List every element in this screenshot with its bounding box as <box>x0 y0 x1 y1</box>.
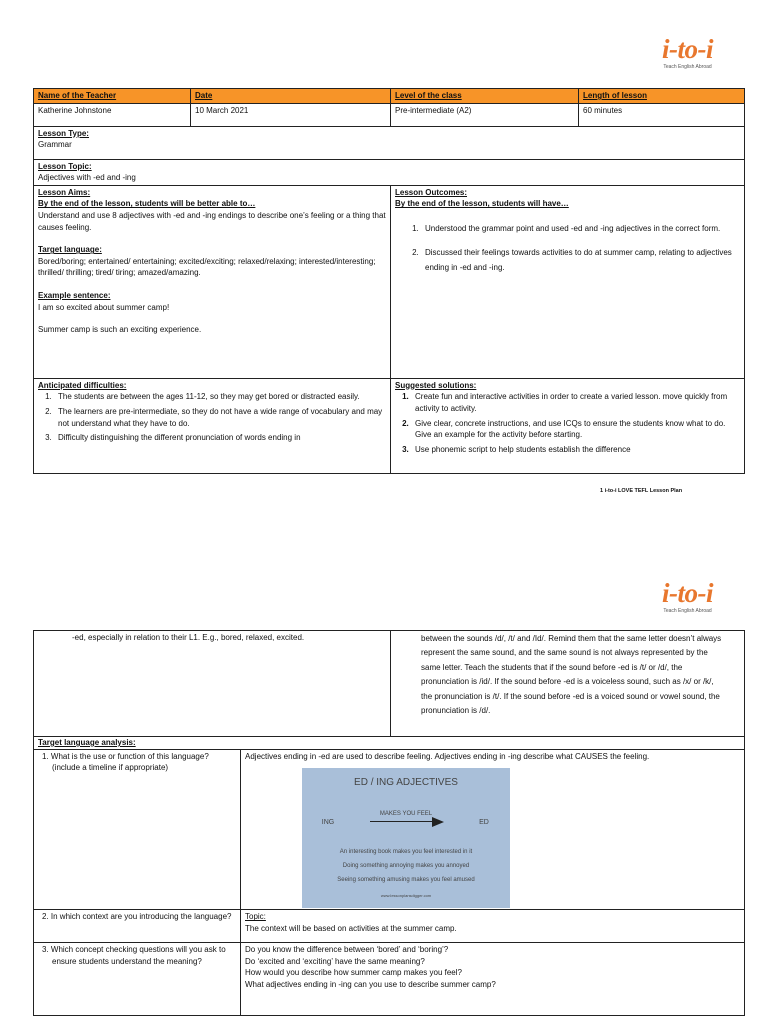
header-level: Level of the class <box>391 89 579 104</box>
aims-outcomes-row <box>34 185 745 378</box>
difficulties-list <box>38 391 386 443</box>
infographic-right: ED <box>479 819 489 827</box>
lesson-type-label: Lesson Type: <box>38 128 89 138</box>
infographic-title: ED / ING ADJECTIVES <box>354 777 458 789</box>
lesson-plan-table-continued <box>33 630 745 1016</box>
aims-intro: By the end of the lesson, students will be better able to… <box>38 199 256 209</box>
analysis-row-1 <box>34 749 745 910</box>
ccq-line: How would you describe how summer camp makes you feel? <box>245 968 462 978</box>
teacher-name: Katherine Johnstone <box>34 103 191 126</box>
target-language-label: Target language: <box>38 245 102 255</box>
example-sentence-1: I am so excited about summer camp! <box>38 302 170 312</box>
analysis-answer-1: Adjectives ending in -ed are used to describe feeling. Adjectives ending in -ing describe what CAUSES the feeling. <box>245 751 650 761</box>
brand-logo <box>662 36 713 71</box>
aims-label: Lesson Aims: <box>38 187 91 197</box>
infographic-credit: www.lessonplansdigger.com <box>380 893 432 899</box>
ccq-line: What adjectives ending in -ing can you use to describe summer camp? <box>245 979 496 989</box>
lesson-type-row <box>34 126 745 159</box>
infographic-arrow-label: MAKES YOU FEEL <box>379 811 433 818</box>
solutions-label: Suggested solutions: <box>395 380 477 390</box>
logo-text: i-to-i <box>662 34 713 64</box>
continued-row <box>34 631 745 737</box>
solution-item: 2. Give clear, concrete instructions, and use ICQs to ensure the students know what to do. Give an example for the activity before starting. <box>411 418 740 441</box>
header-date: Date <box>191 89 391 104</box>
difficulty-item: 1. The students are between the ages 11-12, so they may get bored or distracted easily. <box>54 391 386 403</box>
solution-item: 1. Create fun and interactive activities in order to create a varied lesson. move quickly from activity to activity. <box>411 391 740 414</box>
logo-tagline: Teach English Abroad <box>663 608 712 614</box>
ccq-line: Do you know the difference between ‘bored’ and ‘boring’? <box>245 945 449 955</box>
example-sentence-label: Example sentence: <box>38 290 111 300</box>
analysis-question-3: 3. Which concept checking questions will you ask to ensure students understand the meaning? <box>42 945 226 966</box>
difficulty-item: 2. The learners are pre-intermediate, so they do not have a wide range of vocabulary and may not understand what they have to do. <box>54 406 386 429</box>
infographic-left: ING <box>321 819 335 827</box>
outcomes-label: Lesson Outcomes: <box>395 187 468 197</box>
lesson-type-value: Grammar <box>38 140 72 150</box>
class-level: Pre-intermediate (A2) <box>391 103 579 126</box>
analysis-label-row <box>34 737 745 750</box>
solution-item: 3. Use phonemic script to help students establish the difference <box>411 444 740 456</box>
lesson-topic-row <box>34 159 745 185</box>
logo-text: i-to-i <box>662 578 713 608</box>
analysis-question-1: 1. What is the use or function of this language? (include a timeline if appropriate) <box>42 751 209 773</box>
analysis-label: Target language analysis: <box>38 738 136 747</box>
infographic-line-1: An interesting book makes you feel interested in it <box>339 849 473 856</box>
outcomes-list <box>395 221 740 276</box>
lesson-topic-label: Lesson Topic: <box>38 161 92 171</box>
solutions-list <box>395 391 740 455</box>
analysis-row-3 <box>34 943 745 1016</box>
lesson-plan-table <box>33 88 745 474</box>
difficulties-solutions-row <box>34 378 745 473</box>
infographic-line-2: Doing something annoying makes you annoyed <box>342 863 470 870</box>
analysis-topic-label: Topic: <box>245 912 266 922</box>
logo-tagline: Teach English Abroad <box>663 64 712 70</box>
difficulty-continued: -ed, especially in relation to their L1. E.g., bored, relaxed, excited. <box>72 633 305 642</box>
brand-logo-2 <box>662 580 713 615</box>
analysis-row-2 <box>34 910 745 943</box>
lesson-topic-value: Adjectives with -ed and -ing <box>38 173 136 183</box>
target-language-text: Bored/boring; entertained/ entertaining; excited/exciting; relaxed/relaxing; interested/interesting; thrilled/ thrilling; tired/ tiring; amazed/amazing. <box>38 256 376 278</box>
header-length: Length of lesson <box>579 89 745 104</box>
ed-ing-infographic <box>302 768 510 908</box>
ccq-line: Do ‘excited and ‘exciting’ have the same meaning? <box>245 956 425 966</box>
analysis-answer-2: The context will be based on activities at the summer camp. <box>245 923 457 933</box>
solution-continued: between the sounds /d/, /t/ and /Id/. Remind them that the same letter doesn’t always represent the same sound, and the same sound is not always represented by the same letter. Teach the students that if the sound before -ed is /t/ or /d/, the pronunciation is /id/. If the sound before -ed is a voiceless sound, such as /x/ or /k/, the pronunciation is /t/. If the sound before -ed is a voiced sound or vowel sound, the pronunciation is /d/. <box>421 634 722 715</box>
header-row <box>34 89 745 104</box>
analysis-question-2: 2. In which context are you introducing the language? <box>42 912 232 922</box>
page-footer: 1 i-to-i LOVE TEFL Lesson Plan <box>600 488 683 494</box>
outcomes-intro: By the end of the lesson, students will have… <box>395 199 569 209</box>
aims-text: Understand and use 8 adjectives with -ed and -ing endings to describe one’s feeling or a thing that causes feeling. <box>38 210 386 232</box>
lesson-length: 60 minutes <box>579 103 745 126</box>
example-sentence-2: Summer camp is such an exciting experience. <box>38 325 202 335</box>
difficulty-item: 3. Difficulty distinguishing the different pronunciation of words ending in <box>54 432 386 444</box>
outcome-item: 1. Understood the grammar point and used -ed and -ing adjectives in the correct form. <box>421 221 740 236</box>
outcome-item: 2. Discussed their feelings towards activities to do at summer camp, relating to adjectives ending in -ed and -ing. <box>421 245 740 275</box>
header-values-row <box>34 103 745 126</box>
difficulties-label: Anticipated difficulties: <box>38 380 127 390</box>
lesson-date: 10 March 2021 <box>191 103 391 126</box>
infographic-line-3: Seeing something amusing makes you feel amused <box>337 877 475 884</box>
header-teacher: Name of the Teacher <box>34 89 191 104</box>
